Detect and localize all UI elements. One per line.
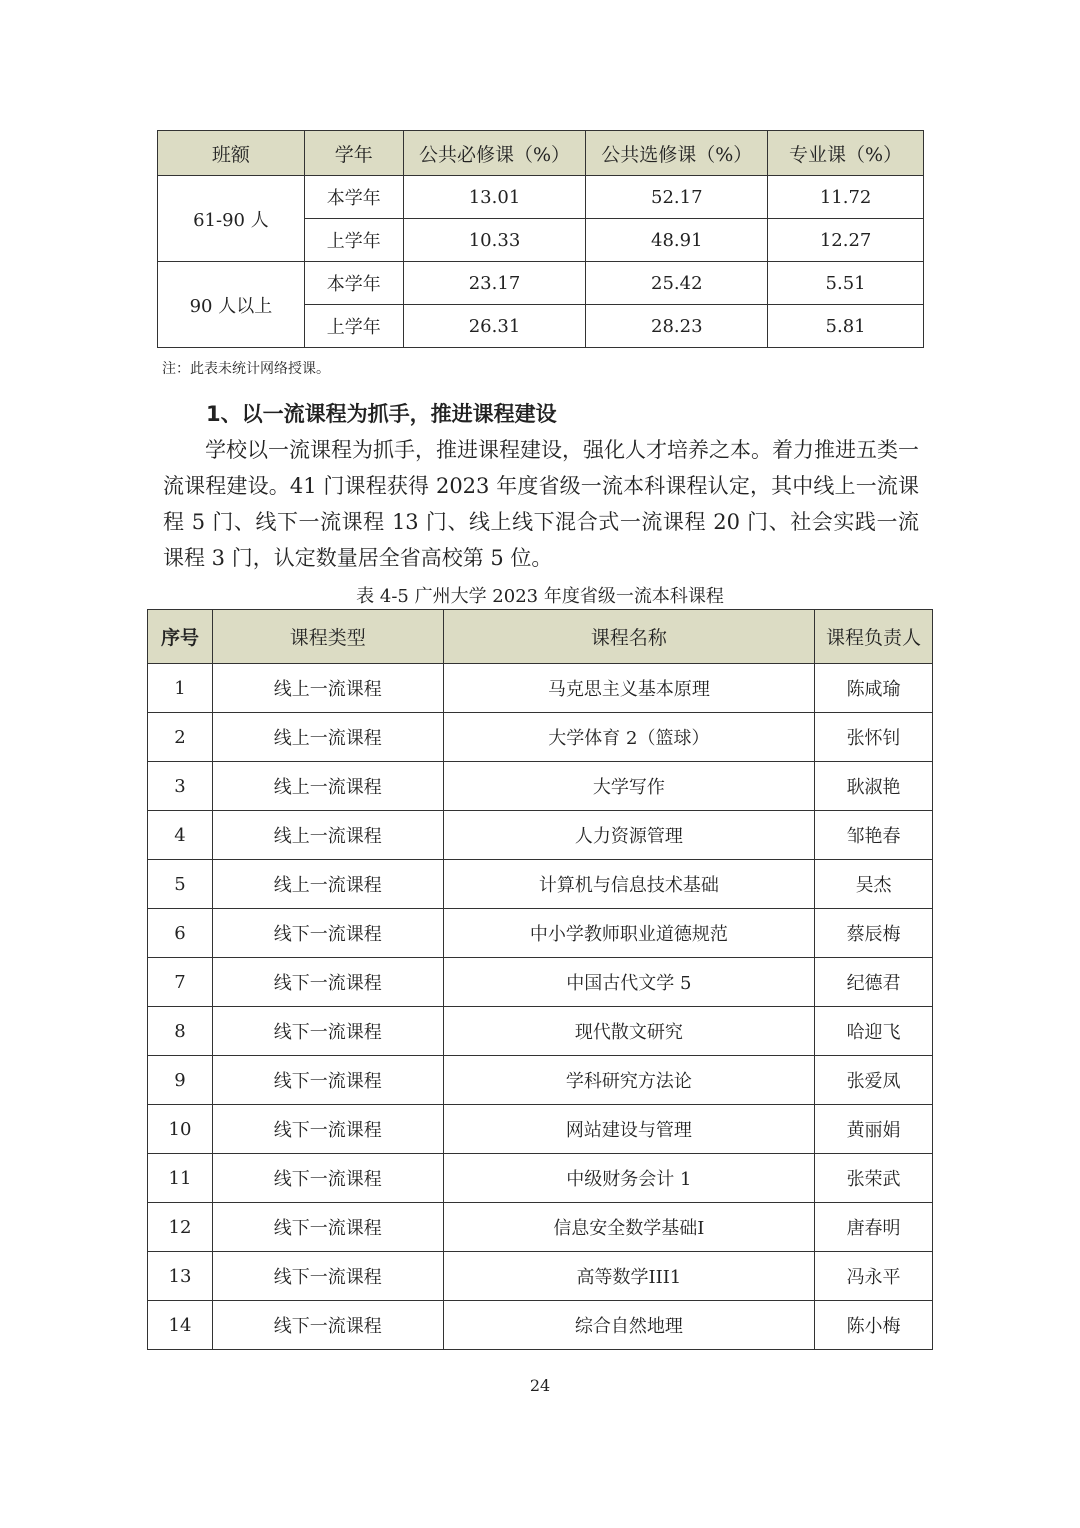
course-type: 线下一流课程 [212, 909, 443, 958]
course-type: 线下一流课程 [212, 1007, 443, 1056]
header-major-course: 专业课（%） [768, 131, 924, 176]
table-row [148, 1154, 933, 1203]
header-course-lead: 课程负责人 [815, 610, 933, 664]
row-index: 7 [148, 958, 213, 1007]
header-index: 序号 [148, 610, 213, 664]
header-public-required: 公共必修课（%） [403, 131, 586, 176]
course-name: 信息安全数学基础I [443, 1203, 815, 1252]
row-index: 12 [148, 1203, 213, 1252]
table-row [148, 664, 933, 713]
course-name: 网站建设与管理 [443, 1105, 815, 1154]
course-type: 线下一流课程 [212, 1105, 443, 1154]
table-cell: 5.81 [768, 305, 924, 348]
course-lead: 哈迎飞 [815, 1007, 933, 1056]
table-row [148, 1105, 933, 1154]
section-heading: 1、以一流课程为抓手，推进课程建设 [206, 402, 557, 426]
group-label: 61-90 人 [158, 176, 305, 262]
table-row [148, 909, 933, 958]
course-lead: 蔡辰梅 [815, 909, 933, 958]
table-cell: 5.51 [768, 262, 924, 305]
course-lead: 纪德君 [815, 958, 933, 1007]
course-name: 计算机与信息技术基础 [443, 860, 815, 909]
table-row [158, 262, 924, 305]
course-type: 线上一流课程 [212, 860, 443, 909]
course-lead: 张荣武 [815, 1154, 933, 1203]
table-row [148, 1301, 933, 1350]
row-index: 4 [148, 811, 213, 860]
course-type: 线上一流课程 [212, 762, 443, 811]
row-index: 10 [148, 1105, 213, 1154]
table-cell: 11.72 [768, 176, 924, 219]
table-row [148, 860, 933, 909]
course-name: 马克思主义基本原理 [443, 664, 815, 713]
table-caption: 表 4-5 广州大学 2023 年度省级一流本科课程 [356, 586, 724, 607]
header-course-name: 课程名称 [443, 610, 815, 664]
table-cell: 25.42 [586, 262, 768, 305]
header-public-elective: 公共选修课（%） [586, 131, 768, 176]
table-cell: 26.31 [403, 305, 586, 348]
header-course-type: 课程类型 [212, 610, 443, 664]
course-type: 线上一流课程 [212, 664, 443, 713]
table-row [148, 1203, 933, 1252]
course-type: 线下一流课程 [212, 958, 443, 1007]
table-header-row [148, 610, 933, 664]
row-index: 9 [148, 1056, 213, 1105]
course-type: 线下一流课程 [212, 1056, 443, 1105]
table-row [148, 811, 933, 860]
course-type: 线下一流课程 [212, 1301, 443, 1350]
course-type: 线上一流课程 [212, 811, 443, 860]
course-name: 中小学教师职业道德规范 [443, 909, 815, 958]
course-lead: 唐春明 [815, 1203, 933, 1252]
table-header-row [158, 131, 924, 176]
table-row [158, 176, 924, 219]
course-name: 中级财务会计 1 [443, 1154, 815, 1203]
table-cell: 上学年 [304, 305, 403, 348]
header-school-year: 学年 [304, 131, 403, 176]
table-row [148, 958, 933, 1007]
course-name: 人力资源管理 [443, 811, 815, 860]
course-name: 现代散文研究 [443, 1007, 815, 1056]
course-type: 线下一流课程 [212, 1154, 443, 1203]
course-type: 线上一流课程 [212, 713, 443, 762]
course-table-body [148, 664, 933, 1350]
course-lead: 吴杰 [815, 860, 933, 909]
table-cell: 13.01 [403, 176, 586, 219]
row-index: 3 [148, 762, 213, 811]
course-name: 综合自然地理 [443, 1301, 815, 1350]
class-size-table [157, 130, 924, 348]
row-index: 2 [148, 713, 213, 762]
table-cell: 48.91 [586, 219, 768, 262]
course-lead: 陈小梅 [815, 1301, 933, 1350]
table-row [148, 762, 933, 811]
course-type: 线下一流课程 [212, 1203, 443, 1252]
group-label: 90 人以上 [158, 262, 305, 348]
table-row [148, 1007, 933, 1056]
table-note: 注：此表未统计网络授课。 [162, 361, 330, 377]
course-name: 学科研究方法论 [443, 1056, 815, 1105]
row-index: 5 [148, 860, 213, 909]
table-cell: 28.23 [586, 305, 768, 348]
row-index: 6 [148, 909, 213, 958]
course-lead: 邹艳春 [815, 811, 933, 860]
course-lead: 陈咸瑜 [815, 664, 933, 713]
course-name: 大学体育 2（篮球） [443, 713, 815, 762]
page-number: 24 [529, 1376, 551, 1395]
body-paragraph: 学校以一流课程为抓手，推进课程建设，强化人才培养之本。着力推进五类一流课程建设。41 门课程获得 2023 年度省级一流本科课程认定，其中线上一流课程 5 门、线下一流课程 13 门、线上线下混合式一流课程 20 门、社会实践一流课程 3 门，认定数量居全省高校第 5 位。 [163, 438, 919, 570]
course-table [147, 609, 933, 1350]
table-cell: 23.17 [403, 262, 586, 305]
table-cell: 本学年 [304, 262, 403, 305]
course-lead: 张怀钊 [815, 713, 933, 762]
row-index: 1 [148, 664, 213, 713]
course-lead: 耿淑艳 [815, 762, 933, 811]
course-name: 高等数学III1 [443, 1252, 815, 1301]
row-index: 8 [148, 1007, 213, 1056]
table-cell: 12.27 [768, 219, 924, 262]
course-lead: 冯永平 [815, 1252, 933, 1301]
table-cell: 10.33 [403, 219, 586, 262]
row-index: 11 [148, 1154, 213, 1203]
course-lead: 张爱凤 [815, 1056, 933, 1105]
table-row [148, 1056, 933, 1105]
course-name: 中国古代文学 5 [443, 958, 815, 1007]
row-index: 14 [148, 1301, 213, 1350]
header-class-size: 班额 [158, 131, 305, 176]
table-cell: 52.17 [586, 176, 768, 219]
course-type: 线下一流课程 [212, 1252, 443, 1301]
row-index: 13 [148, 1252, 213, 1301]
course-name: 大学写作 [443, 762, 815, 811]
table-row [148, 713, 933, 762]
table-row [148, 1252, 933, 1301]
course-lead: 黄丽娟 [815, 1105, 933, 1154]
table-cell: 上学年 [304, 219, 403, 262]
table-cell: 本学年 [304, 176, 403, 219]
